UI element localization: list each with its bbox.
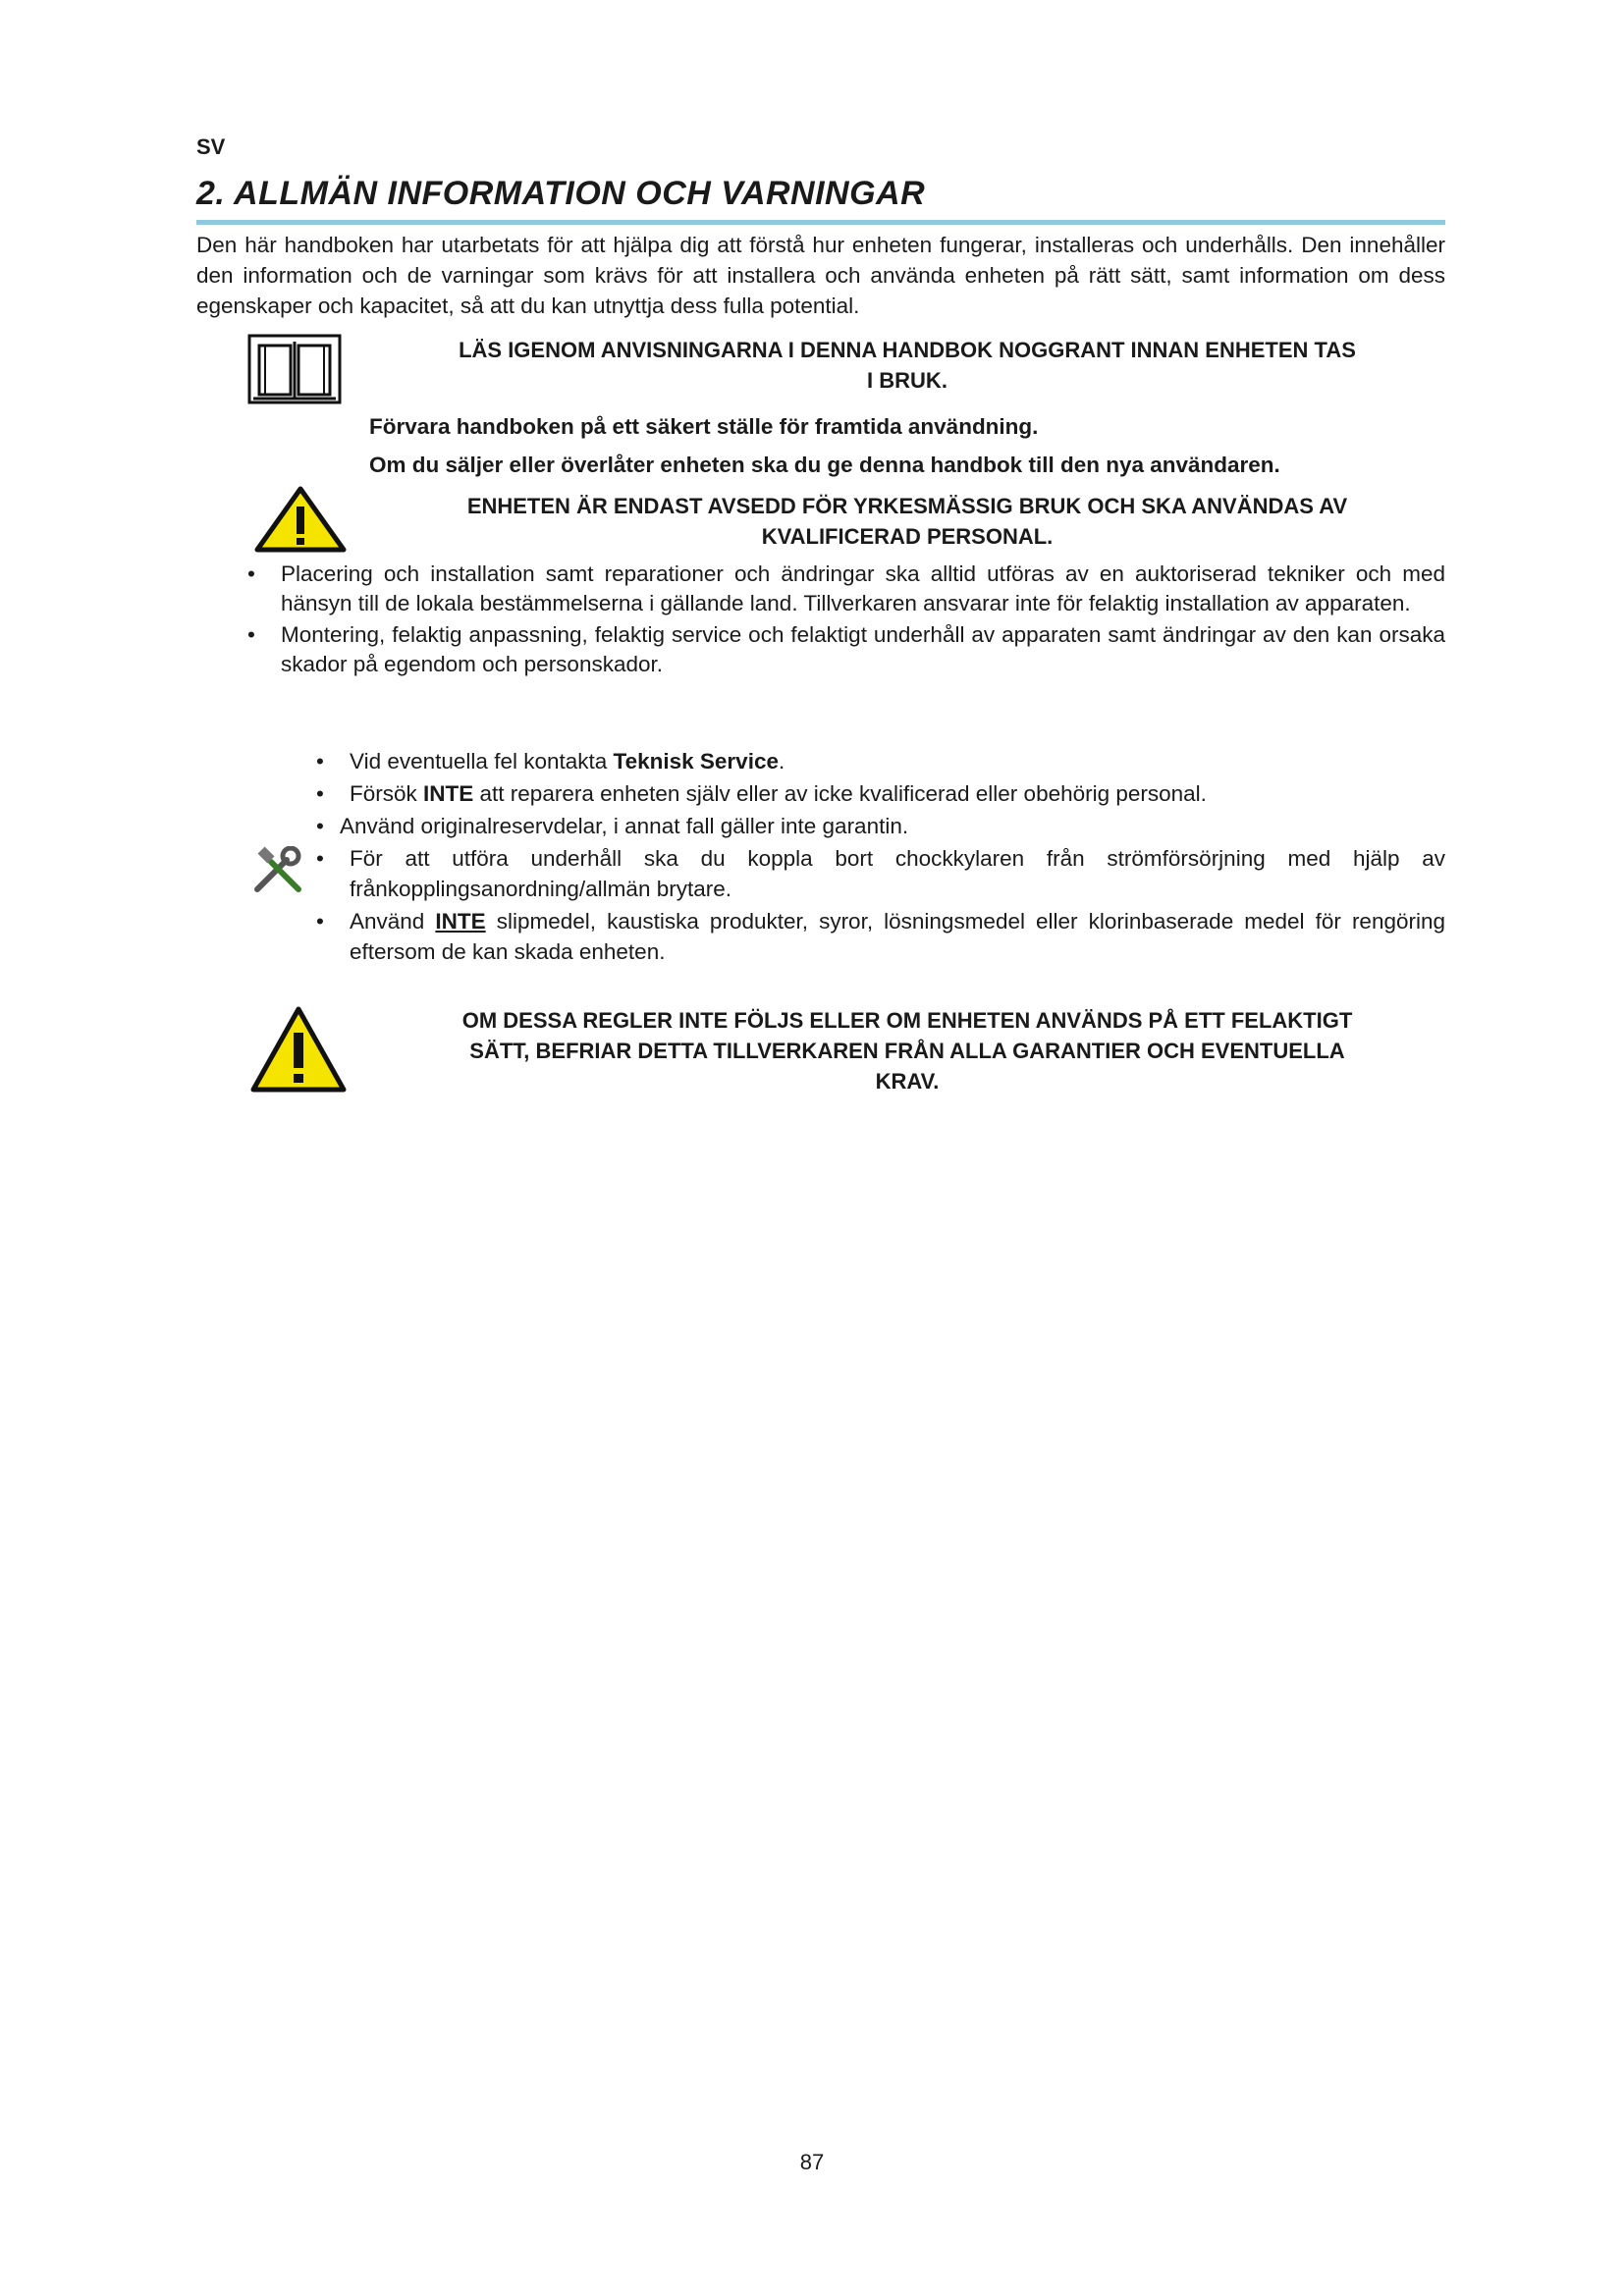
- language-code: SV: [196, 134, 226, 159]
- warning-triangle-icon: [253, 485, 348, 554]
- tools-icon: [249, 846, 306, 895]
- professional-warning-line1: ENHETEN ÄR ENDAST AVSEDD FÖR YRKESMÄSSIG BRUK OCH SKA ANVÄNDAS AV: [466, 494, 1348, 518]
- intro-paragraph: Den här handboken har utarbetats för att hjälpa dig att förstå hur enheten fungerar, installeras och underhålls. Den innehåller den information och de varningar som krävs för att installera och använda enheten på rätt sätt, samt information om dess egenskaper och kapacitet, så att du kan utnyttja dess fulla potential.: [196, 233, 1445, 318]
- list-item: • Använd originalreservdelar, i annat fall gäller inte garantin.: [316, 814, 909, 838]
- list-item: • Använd INTE slipmedel, kaustiska produkter, syror, lösningsmedel eller klorinbaserade medel för rengöring eftersom de kan skada enheten.: [316, 909, 1446, 964]
- page-number: 87: [799, 2150, 825, 2174]
- manual-pass-on-text: Om du säljer eller överlåter enheten ska du ge denna handbok till den nya användaren.: [369, 453, 1280, 477]
- manual-heading-line1: LÄS IGENOM ANVISNINGARNA I DENNA HANDBOK NOGGRANT INNAN ENHETEN TAS: [459, 338, 1356, 362]
- general-safety-list: [244, 560, 1445, 681]
- list-item: • Placering och installation samt reparationer och ändringar ska alltid utföras av en auktoriserad tekniker och med hänsyn till de lokala bestämmelserna i gällande land. Tillverkaren ansvarar inte för felaktig installation av apparaten.: [247, 561, 1445, 615]
- manual-book-icon: [247, 334, 342, 404]
- section-title: 2. ALLMÄN INFORMATION OCH VARNINGAR: [196, 175, 926, 212]
- list-item: • Montering, felaktig anpassning, felaktig service och felaktigt underhåll av apparaten samt ändringar av den kan orsaka skador på egendom och personskador.: [247, 622, 1445, 676]
- warning-triangle-icon: [249, 1005, 348, 1094]
- list-item: • För att utföra underhåll ska du koppla bort chockkylaren från strömförsörjning med hjälp av frånkopplingsanordning/allmän brytare.: [316, 846, 1445, 901]
- manual-heading-line2: I BRUK.: [867, 368, 947, 393]
- manual-keep-text: Förvara handboken på ett säkert ställe för framtida användning.: [369, 414, 1039, 439]
- final-warning-line3: KRAV.: [875, 1069, 940, 1094]
- professional-warning-line2: KVALIFICERAD PERSONAL.: [761, 524, 1054, 549]
- final-warning-line2: SÄTT, BEFRIAR DETTA TILLVERKAREN FRÅN ALLA GARANTIER OCH EVENTUELLA: [469, 1039, 1345, 1063]
- title-underline: [196, 220, 1445, 225]
- list-item: • Försök INTE att reparera enheten själv eller av icke kvalificerad eller obehörig personal.: [316, 781, 1207, 806]
- service-list: [312, 746, 1445, 969]
- final-warning-line1: OM DESSA REGLER INTE FÖLJS ELLER OM ENHETEN ANVÄNDS PÅ ETT FELAKTIGT: [461, 1008, 1353, 1033]
- list-item: • Vid eventuella fel kontakta Teknisk Service.: [316, 749, 785, 774]
